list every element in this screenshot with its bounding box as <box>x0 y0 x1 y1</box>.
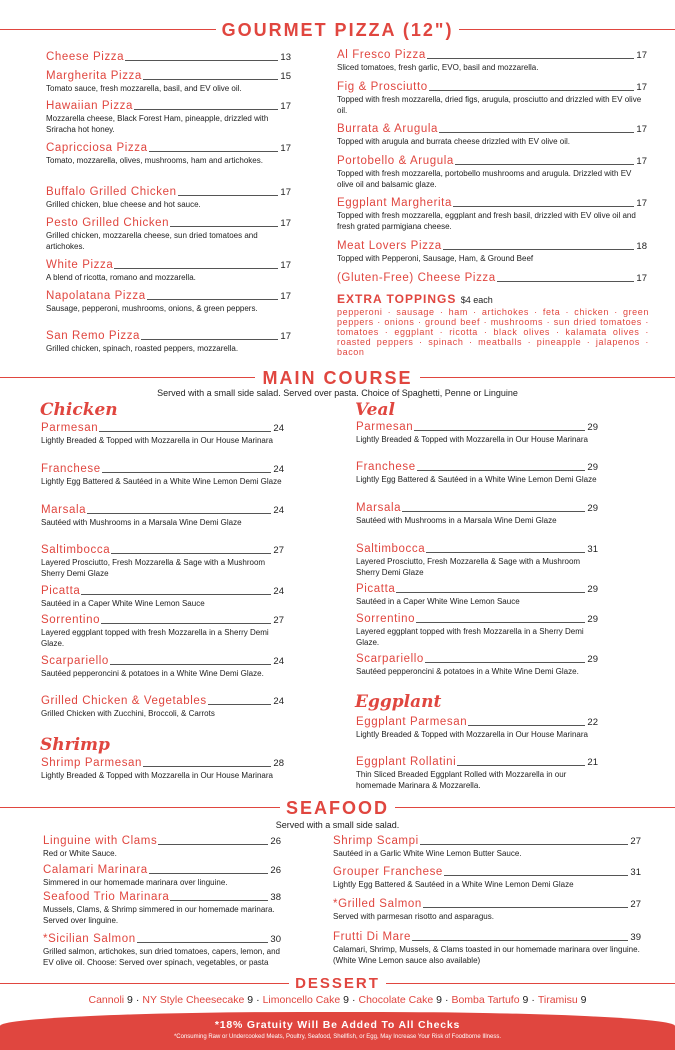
leader-line <box>87 513 271 514</box>
menu-item-price: 27 <box>630 836 641 847</box>
menu-item <box>46 70 291 95</box>
menu-item <box>46 51 291 64</box>
chicken-heading: Chicken <box>40 400 118 420</box>
main-section-header <box>0 366 675 390</box>
menu-item-description: Mussels, Clams, & Shrimp simmered in our homemade marinara. Served over linguine. <box>43 905 275 925</box>
menu-item-description: Layered Prosciutto, Fresh Mozzarella & Sage with a Mushroom Sherry Demi Glaze <box>41 558 266 578</box>
leader-line <box>412 940 628 941</box>
menu-item <box>46 217 291 252</box>
menu-item-row <box>337 240 647 253</box>
menu-item-description: Layered eggplant topped with fresh Mozzarella in a Sherry Demi Glaze. <box>41 628 269 648</box>
menu-item-row <box>46 100 291 113</box>
menu-item <box>43 933 281 968</box>
menu-item-description: A blend of ricotta, romano and mozzarella. <box>46 273 196 282</box>
menu-item-row <box>356 421 598 434</box>
menu-item-price: 24 <box>273 464 284 475</box>
leader-line <box>125 60 278 61</box>
menu-item-row <box>41 504 284 517</box>
dessert-item-price: 9 <box>247 994 254 1006</box>
seafood-title: SEAFOOD <box>280 798 395 818</box>
menu-item-row <box>356 716 598 729</box>
menu-item-description: Sliced tomatoes, fresh garlic, EVO, basil and mozzarella. <box>337 63 539 72</box>
menu-item-description: Sausage, pepperoni, mushrooms, onions, & green peppers. <box>46 304 258 313</box>
menu-item <box>41 695 284 720</box>
leader-line <box>143 766 271 767</box>
dessert-item-price: 9 <box>436 994 442 1006</box>
menu-item-row <box>43 835 281 848</box>
menu-item-name: Eggplant Margherita <box>337 197 452 209</box>
menu-item <box>337 81 647 116</box>
menu-item <box>46 290 291 315</box>
leader-line <box>99 431 271 432</box>
veal-heading: Veal <box>355 400 395 420</box>
menu-item <box>41 757 284 782</box>
menu-item-description: Simmered in our homemade marinara over linguine. <box>43 878 228 887</box>
menu-item <box>43 891 281 926</box>
leader-line <box>102 472 272 473</box>
menu-item-description: Topped with arugula and burrata cheese drizzled with EV olive oil. <box>337 137 571 146</box>
menu-item-name: Seafood Trio Marinara <box>43 891 170 903</box>
menu-item-row <box>46 330 291 343</box>
menu-item-name: Burrata & Arugula <box>337 123 438 135</box>
menu-item-row <box>41 757 284 770</box>
menu-item <box>41 463 284 488</box>
menu-item-description: Grilled chicken, mozzarella cheese, sun dried tomatoes and artichokes. <box>46 231 258 251</box>
menu-item-price: 38 <box>270 892 281 903</box>
foodborne-warning: *Consuming Raw or Undercooked Meats, Poultry, Seafood, Shellfish, or Egg, May Increase Your Risk of Foodborne Illness. <box>173 1034 502 1040</box>
menu-item-row <box>356 756 598 769</box>
menu-item-price: 28 <box>273 758 284 769</box>
menu-item-price: 17 <box>636 156 647 167</box>
menu-item-name: White Pizza <box>46 259 114 271</box>
menu-item-price: 39 <box>630 932 641 943</box>
menu-item-price: 17 <box>636 273 647 284</box>
menu-item-price: 26 <box>270 865 281 876</box>
leader-line <box>416 622 585 623</box>
menu-item-row <box>43 891 281 904</box>
menu-item-price: 24 <box>273 586 284 597</box>
leader-line <box>429 90 635 91</box>
menu-item-description: Grilled chicken, spinach, roasted peppers, mozzarella. <box>46 344 239 353</box>
menu-item-price: 17 <box>280 218 291 229</box>
menu-item-name: Scarpariello <box>41 655 109 667</box>
menu-item-name: San Remo Pizza <box>46 330 141 342</box>
menu-item-description: Tomato, mozzarella, olives, mushrooms, ham and artichokes. <box>46 156 263 165</box>
menu-item-row <box>356 653 598 666</box>
menu-item-price: 21 <box>587 757 598 768</box>
menu-item <box>46 186 291 211</box>
menu-item <box>356 461 598 486</box>
leader-line <box>444 875 629 876</box>
menu-item <box>356 756 598 791</box>
menu-item-price: 17 <box>636 50 647 61</box>
menu-item-price: 27 <box>273 615 284 626</box>
menu-item-row <box>41 544 284 557</box>
leader-line <box>110 664 271 665</box>
menu-item-description: Layered eggplant topped with fresh Mozzarella in a Sherry Demi Glaze. <box>356 627 584 647</box>
menu-item <box>46 142 291 167</box>
menu-item-description: Sautéed in a Caper White Wine Lemon Sauce <box>41 599 205 608</box>
leader-line <box>417 470 586 471</box>
menu-item-name: (Gluten-Free) Cheese Pizza <box>337 272 496 284</box>
menu-item-description: Lightly Egg Battered & Sautéed in a White Wine Lemon Demi Glaze <box>41 477 282 486</box>
menu-item <box>333 931 641 966</box>
menu-item-row <box>337 123 647 136</box>
menu-item <box>43 864 281 889</box>
leader-line <box>134 109 278 110</box>
menu-item-price: 29 <box>587 584 598 595</box>
menu-item-price: 29 <box>587 462 598 473</box>
leader-line <box>396 592 585 593</box>
menu-item <box>46 330 291 355</box>
menu-item-description: Lightly Breaded & Topped with Mozzarella in Our House Marinara <box>356 435 588 444</box>
menu-item-price: 24 <box>273 505 284 516</box>
menu-item <box>43 835 281 860</box>
menu-item-name: Fig & Prosciutto <box>337 81 428 93</box>
menu-item-price: 17 <box>280 331 291 342</box>
dessert-item-name: Limoncello Cake <box>262 994 341 1006</box>
seafood-section-header <box>0 796 675 820</box>
leader-line <box>149 873 269 874</box>
menu-item-price: 17 <box>280 143 291 154</box>
menu-item-name: *Grilled Salmon <box>333 898 422 910</box>
menu-item-name: Frutti Di Mare <box>333 931 412 943</box>
leader-line <box>143 79 279 80</box>
menu-item-description: Sautéed pepperoncini & potatoes in a White Wine Demi Glaze. <box>356 667 579 676</box>
dessert-item-name: Cannoli <box>88 994 125 1006</box>
menu-item-description: Sautéed in a Caper White Wine Lemon Sauce <box>356 597 520 606</box>
menu-item-description: Tomato sauce, fresh mozzarella, basil, and EV olive oil. <box>46 84 242 93</box>
footer-banner <box>0 1012 675 1050</box>
menu-item-name: Marsala <box>356 502 402 514</box>
menu-item-price: 24 <box>273 696 284 707</box>
menu-item-row <box>337 197 647 210</box>
leader-line <box>81 594 271 595</box>
menu-item-row <box>41 463 284 476</box>
menu-item-row <box>356 583 598 596</box>
menu-item <box>337 272 647 285</box>
main-subtitle: Served with a small side salad. Served over pasta. Choice of Spaghetti, Penne or Linguine <box>157 388 518 398</box>
dessert-separator: · <box>135 994 140 1006</box>
leader-line <box>497 281 635 282</box>
dessert-item-name: Bomba Tartufo <box>451 994 520 1006</box>
menu-item <box>41 544 284 579</box>
menu-item-row <box>41 614 284 627</box>
leader-line <box>423 907 629 908</box>
menu-item-name: Parmesan <box>356 421 414 433</box>
menu-item-row <box>41 695 284 708</box>
menu-item-name: Shrimp Parmesan <box>41 757 143 769</box>
menu-item <box>337 155 647 190</box>
leader-line <box>425 662 585 663</box>
eggplant-heading: Eggplant <box>355 692 442 712</box>
menu-item-row <box>356 461 598 474</box>
menu-item-price: 29 <box>587 654 598 665</box>
menu-item-name: Eggplant Rollatini <box>356 756 457 768</box>
leader-line <box>149 151 279 152</box>
leader-line <box>170 900 268 901</box>
leader-line <box>147 299 279 300</box>
menu-item-description: Grilled Chicken with Zucchini, Broccoli, & Carrots <box>41 709 215 718</box>
menu-item-name: Shrimp Scampi <box>333 835 419 847</box>
seafood-subtitle: Served with a small side salad. <box>275 820 400 830</box>
dessert-separator: · <box>531 994 535 1006</box>
leader-line <box>137 942 269 943</box>
menu-item-name: Al Fresco Pizza <box>337 49 426 61</box>
menu-item-name: Parmesan <box>41 422 99 434</box>
menu-item-name: Pesto Grilled Chicken <box>46 217 170 229</box>
menu-item-price: 18 <box>636 241 647 252</box>
menu-item-row <box>46 186 291 199</box>
menu-item-description: Calamari, Shrimp, Mussels, & Clams toasted in our homemade marinara over linguine. (White Wine Lemon sauce also available) <box>333 945 640 965</box>
dessert-item-name: Chocolate Cake <box>358 994 434 1006</box>
menu-item-name: Linguine with Clams <box>43 835 158 847</box>
dessert-section-header <box>0 972 675 996</box>
menu-item-row <box>46 259 291 272</box>
menu-item-name: Buffalo Grilled Chicken <box>46 186 177 198</box>
leader-line <box>178 195 279 196</box>
menu-item-name: Franchese <box>356 461 416 473</box>
leader-line <box>158 844 268 845</box>
menu-item-row <box>46 217 291 230</box>
menu-item-name: *Sicilian Salmon <box>43 933 136 945</box>
dessert-item-name: NY Style Cheesecake <box>142 994 245 1006</box>
menu-item-row <box>333 898 641 911</box>
menu-item-name: Picatta <box>41 585 81 597</box>
menu-item <box>337 240 647 265</box>
menu-item-row <box>333 866 641 879</box>
menu-item <box>356 653 598 678</box>
menu-item <box>337 49 647 74</box>
menu-item-name: Hawaiian Pizza <box>46 100 134 112</box>
menu-item-name: Sorrentino <box>356 613 416 625</box>
menu-item-row <box>333 931 641 944</box>
menu-item-name: Picatta <box>356 583 396 595</box>
menu-item <box>41 585 284 610</box>
leader-line <box>443 249 635 250</box>
menu-item <box>356 613 598 648</box>
menu-item <box>333 866 641 891</box>
menu-item-price: 17 <box>636 82 647 93</box>
menu-item-description: Thin Sliced Breaded Eggplant Rolled with Mozzarella in our homemade Marinara & Mozzarella. <box>356 770 567 790</box>
leader-line <box>455 164 635 165</box>
menu-item-price: 24 <box>273 656 284 667</box>
menu-item-row <box>337 81 647 94</box>
menu-item-price: 27 <box>273 545 284 556</box>
menu-item-name: Franchese <box>41 463 101 475</box>
leader-line <box>111 553 271 554</box>
leader-line <box>141 339 278 340</box>
menu-item-price: 26 <box>270 836 281 847</box>
menu-item-price: 17 <box>280 291 291 302</box>
leader-line <box>457 765 585 766</box>
menu-item-description: Served with parmesan risotto and asparagus. <box>333 912 494 921</box>
menu-item-name: Grilled Chicken & Vegetables <box>41 695 207 707</box>
menu-item-price: 30 <box>270 934 281 945</box>
menu-item-name: Calamari Marinara <box>43 864 148 876</box>
menu-item-row <box>41 655 284 668</box>
menu-item <box>46 259 291 284</box>
menu-item-row <box>43 864 281 877</box>
menu-item-description: Sautéed pepperoncini & potatoes in a White Wine Demi Glaze. <box>41 669 264 678</box>
menu-item-name: Sorrentino <box>41 614 101 626</box>
menu-item-price: 22 <box>587 717 598 728</box>
menu-item-row <box>337 155 647 168</box>
menu-item-description: Lightly Egg Battered & Sautéed in a White Wine Lemon Demi Glaze <box>333 880 574 889</box>
menu-item <box>333 898 641 923</box>
leader-line <box>426 552 585 553</box>
menu-item-description: Mozzarella cheese, Black Forest Ham, pineapple, drizzled with Sriracha hot honey. <box>46 114 269 134</box>
menu-item <box>356 583 598 608</box>
toppings-title: EXTRA TOPPINGS <box>337 292 457 306</box>
menu-item <box>337 197 647 232</box>
menu-item-row <box>41 422 284 435</box>
leader-line <box>468 725 585 726</box>
menu-item-row <box>337 49 647 62</box>
leader-line <box>402 511 585 512</box>
menu-item-description: Red or White Sauce. <box>43 849 117 858</box>
menu-item-name: Grouper Franchese <box>333 866 443 878</box>
menu-item-row <box>41 585 284 598</box>
menu-item-name: Margherita Pizza <box>46 70 142 82</box>
menu-item-name: Saltimbocca <box>356 543 426 555</box>
menu-item-row <box>46 290 291 303</box>
menu-item-description: Sautéed with Mushrooms in a Marsala Wine Demi Glaze <box>356 516 557 525</box>
menu-item <box>356 716 598 741</box>
menu-item-row <box>46 70 291 83</box>
leader-line <box>439 132 634 133</box>
menu-item-description: Lightly Breaded & Topped with Mozzarella in Our House Marinara <box>41 436 273 445</box>
menu-item-name: Scarpariello <box>356 653 424 665</box>
menu-item-name: Marsala <box>41 504 87 516</box>
menu-item-description: Topped with fresh mozzarella, eggplant and fresh basil, drizzled with EV olive oil and fresh grated parmigiana cheese. <box>337 211 636 231</box>
menu-item-name: Meat Lovers Pizza <box>337 240 442 252</box>
pizza-title: GOURMET PIZZA (12") <box>216 20 460 40</box>
menu-item-price: 17 <box>636 124 647 135</box>
menu-item-description: Layered Prosciutto, Fresh Mozzarella & Sage with a Mushroom Sherry Demi Glaze <box>356 557 581 577</box>
leader-line <box>420 844 629 845</box>
menu-item-price: 29 <box>587 614 598 625</box>
menu-item-row <box>333 835 641 848</box>
leader-line <box>101 623 271 624</box>
shrimp-heading: Shrimp <box>40 735 110 755</box>
pizza-section-header <box>0 18 675 42</box>
menu-item-price: 24 <box>273 423 284 434</box>
menu-item-price: 17 <box>280 101 291 112</box>
menu-item-description: Sautéed with Mushrooms in a Marsala Wine Demi Glaze <box>41 518 242 527</box>
menu-item-price: 17 <box>636 198 647 209</box>
menu-item-description: Grilled chicken, blue cheese and hot sauce. <box>46 200 201 209</box>
menu-item <box>41 655 284 680</box>
menu-item-name: Portobello & Arugula <box>337 155 454 167</box>
leader-line <box>114 268 278 269</box>
menu-item <box>41 422 284 447</box>
menu-item-row <box>46 142 291 155</box>
gratuity-notice: *18% Gratuity Will Be Added To All Checks <box>214 1019 461 1031</box>
menu-item-row <box>356 543 598 556</box>
menu-item-price: 17 <box>280 260 291 271</box>
menu-item-price: 27 <box>630 899 641 910</box>
dessert-item-price: 9 <box>127 994 133 1006</box>
leader-line <box>170 226 278 227</box>
menu-item-price: 29 <box>587 503 598 514</box>
leader-line <box>453 206 634 207</box>
menu-item <box>41 614 284 649</box>
menu-item-description: Topped with Pepperoni, Sausage, Ham, & Ground Beef <box>337 254 534 263</box>
menu-item-price: 13 <box>280 52 291 63</box>
toppings-heading <box>337 292 493 306</box>
menu-item <box>46 100 291 135</box>
menu-item-description: Lightly Egg Battered & Sautéed in a White Wine Lemon Demi Glaze <box>356 475 597 484</box>
menu-item-name: Eggplant Parmesan <box>356 716 468 728</box>
dessert-title: DESSERT <box>289 975 386 992</box>
menu-item-row <box>356 502 598 515</box>
menu-item <box>337 123 647 148</box>
leader-line <box>427 58 635 59</box>
dessert-item-price: 9 <box>343 994 349 1006</box>
menu-item <box>356 502 598 527</box>
menu-item-price: 31 <box>587 544 598 555</box>
menu-item-name: Napolatana Pizza <box>46 290 146 302</box>
menu-item-price: 17 <box>280 187 291 198</box>
menu-item-description: Topped with fresh mozzarella, portobello mushrooms and arugula. Drizzled with EV olive oil and balsamic glaze. <box>337 169 632 189</box>
menu-item-name: Saltimbocca <box>41 544 111 556</box>
toppings-price: $4 each <box>460 295 493 305</box>
dessert-item-price: 9 <box>522 994 529 1006</box>
menu-item-description: Lightly Breaded & Topped with Mozzarella in Our House Marinara <box>41 771 273 780</box>
leader-line <box>208 704 272 705</box>
menu-item-row <box>356 613 598 626</box>
dessert-item-price: 9 <box>580 994 587 1006</box>
menu-item-description: Grilled salmon, artichokes, sun dried tomatoes, capers, lemon, and EV olive oil. Choose: Served over spinach, vegetables, or pasta <box>43 947 281 967</box>
menu-item <box>356 421 598 446</box>
menu-item-row <box>43 933 281 946</box>
menu-item-price: 29 <box>587 422 598 433</box>
main-title: MAIN COURSE <box>256 368 418 388</box>
leader-line <box>414 430 585 431</box>
menu-item <box>41 504 284 529</box>
menu-item-description: Lightly Breaded & Topped with Mozzarella in Our House Marinara <box>356 730 588 739</box>
menu-item-row <box>337 272 647 285</box>
dessert-separator: · <box>444 994 449 1006</box>
toppings-list: pepperoni · sausage · ham · artichokes · feta · chicken · green peppers · onions · ground beef · mushrooms · sun dried tomatoes · tomatoes · eggplant · ricotta · black olives · kalamata olives · roasted peppers · spinach · meatballs · pineapple · jalapenos · bacon <box>337 307 649 357</box>
menu-item-price: 15 <box>280 71 291 82</box>
menu-item-description: Topped with fresh mozzarella, dried figs, arugula, prosciutto and drizzled with EV olive oil. <box>337 95 642 115</box>
menu-item <box>356 543 598 578</box>
menu-item-description: Sautéed in a Garlic White Wine Lemon Butter Sauce. <box>333 849 522 858</box>
dessert-item-name: Tiramisu <box>537 994 578 1006</box>
menu-item <box>333 835 641 860</box>
menu-item-name: Cheese Pizza <box>46 51 125 63</box>
dessert-separator: · <box>256 994 260 1006</box>
menu-item-name: Capricciosa Pizza <box>46 142 148 154</box>
menu-item-price: 31 <box>630 867 641 878</box>
menu-item-row <box>46 51 291 64</box>
dessert-list <box>0 994 675 1006</box>
dessert-separator: · <box>351 994 356 1006</box>
